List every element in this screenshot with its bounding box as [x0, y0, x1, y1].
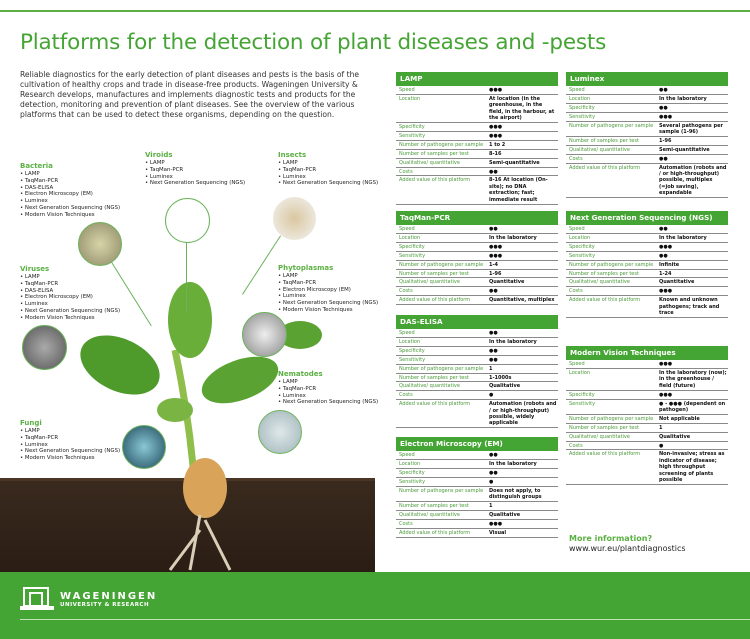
row-label: Location	[399, 234, 421, 241]
row-value: In the laboratory	[489, 460, 537, 467]
table-row	[396, 451, 558, 460]
row-value: 1 to 2	[489, 141, 506, 148]
row-value: ●●●	[489, 132, 503, 139]
row-value: 1	[489, 365, 493, 372]
row-value: 1	[659, 424, 663, 431]
group-list-item: • Luminex	[20, 301, 120, 308]
row-value: 8-16	[489, 150, 502, 157]
row-value: ●●●	[659, 288, 673, 295]
row-label: Speed	[399, 226, 415, 232]
row-label: Qualitative/ quantitative	[399, 383, 460, 390]
logo-sub: UNIVERSITY & RESEARCH	[60, 601, 150, 608]
table-row	[566, 137, 728, 146]
table-row	[566, 450, 728, 485]
row-value: Quantitative	[489, 279, 525, 286]
row-label: Sensitivity	[399, 356, 426, 363]
table-row	[396, 234, 558, 243]
row-label: Speed	[569, 361, 585, 367]
table-row	[566, 86, 728, 95]
group-list-item: • Electron Microscopy (EM)	[278, 287, 378, 294]
row-label: Added value of this platform	[569, 451, 641, 458]
group-list-item: • Modern Vision Techniques	[20, 212, 120, 219]
group-list-item: • Next Generation Sequencing (NGS)	[20, 448, 120, 455]
table-row	[566, 442, 728, 451]
table-row	[396, 141, 558, 150]
group-list-item: • TaqMan-PCR	[145, 167, 245, 174]
row-value: Visual	[489, 529, 507, 536]
row-label: Qualitative/ quantitative	[399, 511, 460, 518]
row-label: Sensitivity	[569, 252, 596, 259]
row-label: Location	[569, 95, 591, 102]
group-insects: Insects • LAMP • TaqMan-PCR • Luminex • Next Generation Sequencing (NGS)	[278, 151, 378, 187]
table-row	[566, 360, 728, 369]
row-label: Costs	[569, 288, 583, 295]
group-nematodes: Nematodes • LAMP • TaqMan-PCR • Luminex • Next Generation Sequencing (NGS)	[278, 370, 378, 406]
group-list-item: • Luminex	[278, 393, 378, 400]
row-label: Speed	[399, 330, 415, 336]
row-value: Qualitative	[659, 433, 691, 440]
group-fungi: Fungi • LAMP • TaqMan-PCR • Luminex • Next Generation Sequencing (NGS) • Modern Vision Techniques	[20, 419, 120, 462]
row-label: Specificity	[399, 124, 425, 131]
table-row	[566, 296, 728, 318]
row-value: In the laboratory (now); in the greenhouse / field (future)	[659, 369, 727, 389]
footer	[0, 572, 750, 639]
table-header: DAS-ELISA	[396, 315, 558, 329]
logo-icon	[20, 586, 54, 612]
group-list-item: • TaqMan-PCR	[278, 386, 378, 393]
table-row	[396, 296, 558, 305]
row-label: Qualitative/ quantitative	[399, 159, 460, 166]
row-label: Number of pathogens per sample	[569, 261, 654, 268]
row-label: Location	[399, 338, 421, 345]
table-row	[396, 374, 558, 383]
row-label: Number of samples per test	[399, 502, 469, 509]
table-row	[396, 356, 558, 365]
wur-logo	[20, 586, 157, 612]
row-value: Automation (robots and / or high-throughput) possible, multiplex (=job saving), expandable	[659, 164, 727, 197]
table-row	[566, 270, 728, 279]
table-row	[566, 146, 728, 155]
table-row	[396, 123, 558, 132]
table-row	[566, 234, 728, 243]
row-label: Specificity	[569, 243, 595, 250]
more-info	[569, 534, 686, 554]
row-label: Speed	[569, 226, 585, 232]
table-row	[396, 86, 558, 95]
row-value: ●●●	[489, 87, 503, 93]
row-label: Location	[399, 95, 421, 102]
fungi-image	[122, 425, 166, 469]
more-info-link[interactable]: www.wur.eu/plantdiagnostics	[569, 544, 686, 553]
row-label: Qualitative/ quantitative	[569, 279, 630, 286]
group-list-item: • Luminex	[145, 174, 245, 181]
row-label: Costs	[399, 288, 413, 295]
more-info-label: More information?	[569, 534, 653, 543]
table-header: Modern Vision Techniques	[566, 346, 728, 360]
row-label: Specificity	[569, 391, 595, 398]
row-value: Automation (robots and / or high-throughput) possible, widely applicable	[489, 401, 557, 427]
row-value: ●●●	[659, 391, 673, 398]
table-row	[396, 400, 558, 428]
row-value: ●	[659, 442, 664, 449]
row-label: Number of pathogens per sample	[399, 487, 484, 494]
group-list-item: • TaqMan-PCR	[20, 435, 120, 442]
group-list-item: • LAMP	[20, 274, 120, 281]
row-label: Added value of this platform	[569, 297, 641, 304]
table-row	[566, 104, 728, 113]
row-label: Number of pathogens per sample	[399, 141, 484, 148]
row-value: Qualitative	[489, 383, 521, 390]
table-row	[396, 270, 558, 279]
row-value: ●	[489, 392, 494, 399]
table-row	[566, 433, 728, 442]
table-row	[396, 529, 558, 538]
table-electron-microscopy	[396, 437, 558, 538]
connector-line	[186, 243, 187, 313]
group-list-item: • Modern Vision Techniques	[278, 307, 378, 314]
row-value: ●●●	[489, 520, 503, 527]
row-value: ●●	[489, 226, 498, 232]
table-row	[566, 400, 728, 415]
nematodes-image	[258, 410, 302, 454]
table-row	[396, 252, 558, 261]
group-list-item: • Next Generation Sequencing (NGS)	[20, 205, 120, 212]
row-value: ●●●	[659, 113, 673, 120]
viroids-image	[165, 198, 210, 243]
table-row	[396, 365, 558, 374]
group-list-item: • Modern Vision Techniques	[20, 315, 120, 322]
table-row	[396, 287, 558, 296]
row-value: 1	[489, 502, 493, 509]
row-label: Specificity	[569, 104, 595, 111]
row-value: ●●	[489, 288, 498, 295]
row-value: Several pathogens per sample (1-96)	[659, 122, 723, 136]
table-header: Next Generation Sequencing (NGS)	[566, 211, 728, 225]
row-label: Costs	[569, 155, 583, 162]
row-label: Added value of this platform	[569, 164, 641, 171]
row-label: Qualitative/ quantitative	[399, 279, 460, 286]
row-value: ●●●	[659, 243, 673, 250]
row-label: Number of samples per test	[399, 150, 469, 157]
row-value: ●●	[659, 87, 668, 93]
table-row	[396, 520, 558, 529]
row-label: Number of pathogens per sample	[399, 365, 484, 372]
table-row	[566, 415, 728, 424]
table-row	[566, 391, 728, 400]
row-value: In the laboratory	[659, 234, 707, 241]
group-list-item: • Next Generation Sequencing (NGS)	[278, 300, 378, 307]
group-list-item: • Next Generation Sequencing (NGS)	[278, 180, 378, 187]
row-value: ●●	[489, 469, 498, 476]
row-value: In the laboratory	[489, 234, 537, 241]
row-value: ●●	[659, 226, 668, 232]
row-value: Does not apply, to distinguish groups	[489, 487, 542, 501]
row-value: 1-1000s	[489, 374, 512, 381]
table-row	[396, 347, 558, 356]
table-taqman-pcr	[396, 211, 558, 305]
row-value: ●●●	[489, 124, 503, 131]
table-header: Luminex	[566, 72, 728, 86]
row-value: ●●	[489, 330, 498, 336]
row-value: ●●	[489, 347, 498, 354]
row-label: Sensitivity	[399, 132, 426, 139]
table-row	[396, 225, 558, 234]
table-row	[566, 278, 728, 287]
row-label: Added value of this platform	[399, 297, 471, 304]
row-value: ●●	[489, 168, 498, 175]
row-label: Costs	[399, 392, 413, 399]
row-value: In the laboratory	[659, 95, 707, 102]
row-value: 1-96	[659, 137, 672, 144]
row-label: Specificity	[399, 243, 425, 250]
table-ngs	[566, 211, 728, 318]
bacteria-image	[78, 222, 122, 266]
group-list-item: • Modern Vision Techniques	[20, 455, 120, 462]
group-list-item: • Luminex	[20, 442, 120, 449]
table-header: LAMP	[396, 72, 558, 86]
row-value: 1-96	[489, 270, 502, 277]
group-list-item: • DAS-ELISA	[20, 185, 120, 192]
group-list-item: • Luminex	[278, 174, 378, 181]
row-value: ●●	[659, 155, 668, 162]
row-value: Quantitative	[659, 279, 695, 286]
group-list-item: • TaqMan-PCR	[20, 178, 120, 185]
row-label: Location	[569, 234, 591, 241]
intro-text: Reliable diagnostics for the early detection of plant diseases and pests is the basis of the cultivation of healthy crops and trade in disease-free products. Wageningen University & Research develops, manufactures and implements diagnostic tests and products for the detection, monitoring and prevention of plant diseases. See the overview of the various platforms that can be used to detect these organisms, depending on the question.	[20, 70, 360, 119]
group-list-item: • Next Generation Sequencing (NGS)	[278, 399, 378, 406]
table-row	[566, 261, 728, 270]
row-value: ●	[489, 478, 494, 485]
row-value: 1-24	[659, 270, 672, 277]
top-rule	[0, 10, 750, 12]
row-label: Qualitative/ quantitative	[569, 146, 630, 153]
row-value: ●●	[489, 452, 498, 458]
row-label: Number of samples per test	[569, 270, 639, 277]
row-label: Speed	[399, 87, 415, 93]
group-list-item: • LAMP	[278, 379, 378, 386]
row-value: Known and unknown pathogens; track and trace	[659, 297, 720, 317]
group-list-item: • LAMP	[278, 160, 378, 167]
table-row	[396, 150, 558, 159]
table-row	[566, 252, 728, 261]
row-value: ● - ●●● (dependent on pathogen)	[659, 400, 726, 413]
row-value: 1-4	[489, 261, 499, 268]
group-list-item: • DAS-ELISA	[20, 288, 120, 295]
table-row	[566, 122, 728, 137]
group-list-item: • LAMP	[20, 428, 120, 435]
table-row	[396, 382, 558, 391]
footer-rule	[20, 619, 750, 620]
table-lamp	[396, 72, 558, 205]
row-label: Number of pathogens per sample	[569, 122, 654, 129]
table-row	[396, 338, 558, 347]
table-row	[396, 176, 558, 204]
table-luminex	[566, 72, 728, 198]
row-label: Number of samples per test	[399, 374, 469, 381]
row-label: Costs	[399, 168, 413, 175]
table-header: Electron Microscopy (EM)	[396, 437, 558, 451]
row-value: ●●	[659, 104, 668, 111]
row-value: ●●●	[489, 243, 503, 250]
page-title: Platforms for the detection of plant diseases and -pests	[20, 30, 607, 55]
table-row	[396, 478, 558, 487]
table-row	[396, 460, 558, 469]
group-bacteria: Bacteria • LAMP • TaqMan-PCR • DAS-ELISA • Electron Microscopy (EM) • Luminex • Next Generation Sequencing (NGS) • Modern Vision Techniques	[20, 162, 120, 219]
table-row	[396, 502, 558, 511]
row-value: Non-invasive; stress as indicator of disease; high throughput screening of plants possible	[659, 451, 725, 484]
row-label: Speed	[399, 452, 415, 458]
row-value: At location (in the greenhouse, in the field, in the harbour, at the airport)	[489, 95, 555, 122]
table-row	[396, 487, 558, 502]
table-row	[566, 225, 728, 234]
table-header: TaqMan-PCR	[396, 211, 558, 225]
row-label: Speed	[569, 87, 585, 93]
row-label: Location	[399, 460, 421, 467]
table-row	[566, 113, 728, 122]
group-list-item: • Electron Microscopy (EM)	[20, 191, 120, 198]
row-value: ●●●	[489, 252, 503, 259]
insects-image	[272, 196, 317, 241]
group-phytoplasmas: Phytoplasmas • LAMP • TaqMan-PCR • Electron Microscopy (EM) • Luminex • Next Generation Sequencing (NGS) • Modern Vision Techniques	[278, 264, 378, 314]
row-value: ●●	[659, 252, 668, 259]
viruses-image	[22, 325, 67, 370]
row-label: Added value of this platform	[399, 529, 471, 536]
row-value: ●●●	[659, 361, 673, 367]
table-row	[566, 369, 728, 391]
phytoplasmas-image	[242, 312, 287, 357]
table-row	[396, 469, 558, 478]
row-label: Specificity	[399, 469, 425, 476]
group-list-item: • TaqMan-PCR	[20, 281, 120, 288]
table-row	[396, 391, 558, 400]
row-value: ●●	[489, 356, 498, 363]
row-value: Not applicable	[659, 415, 700, 422]
row-label: Number of pathogens per sample	[569, 415, 654, 422]
row-value: Qualitative	[489, 511, 521, 518]
row-label: Sensitivity	[569, 113, 596, 120]
table-das-elisa	[396, 315, 558, 428]
row-label: Specificity	[399, 347, 425, 354]
group-list-item: • TaqMan-PCR	[278, 167, 378, 174]
row-label: Location	[569, 369, 591, 376]
table-row	[396, 132, 558, 141]
row-label: Costs	[569, 442, 583, 449]
row-value: Semi-quantitative	[489, 159, 540, 166]
table-modern-vision	[566, 346, 728, 485]
table-row	[396, 511, 558, 520]
table-row	[566, 424, 728, 433]
table-row	[396, 278, 558, 287]
row-value: Infinite	[659, 261, 680, 268]
group-viroids: Viroids • LAMP • TaqMan-PCR • Luminex • Next Generation Sequencing (NGS)	[145, 151, 245, 187]
table-row	[566, 155, 728, 164]
table-row	[396, 168, 558, 177]
row-label: Number of pathogens per sample	[399, 261, 484, 268]
row-label: Added value of this platform	[399, 177, 471, 184]
row-value: Semi-quantitative	[659, 146, 710, 153]
row-value: Quantitative, multiplex	[489, 297, 555, 304]
row-label: Qualitative/ quantitative	[569, 433, 630, 440]
table-row	[396, 95, 558, 123]
group-viruses: Viruses • LAMP • TaqMan-PCR • DAS-ELISA • Electron Microscopy (EM) • Luminex • Next Generation Sequencing (NGS) • Modern Vision Techniques	[20, 265, 120, 322]
row-label: Number of samples per test	[399, 270, 469, 277]
table-row	[396, 329, 558, 338]
row-label: Sensitivity	[399, 252, 426, 259]
table-row	[566, 243, 728, 252]
row-value: In the laboratory	[489, 338, 537, 345]
table-row	[396, 261, 558, 270]
group-list-item: • LAMP	[20, 171, 120, 178]
table-row	[396, 159, 558, 168]
group-list-item: • Next Generation Sequencing (NGS)	[20, 308, 120, 315]
group-list-item: • LAMP	[278, 273, 378, 280]
table-row	[566, 95, 728, 104]
table-row	[566, 287, 728, 296]
row-label: Sensitivity	[399, 478, 426, 485]
group-list-item: • Luminex	[20, 198, 120, 205]
group-list-item: • TaqMan-PCR	[278, 280, 378, 287]
group-list-item: • Next Generation Sequencing (NGS)	[145, 180, 245, 187]
table-row	[566, 164, 728, 199]
row-label: Number of samples per test	[569, 424, 639, 431]
row-label: Sensitivity	[569, 400, 596, 407]
row-label: Added value of this platform	[399, 401, 471, 408]
table-row	[396, 243, 558, 252]
group-list-item: • Luminex	[278, 293, 378, 300]
group-list-item: • Electron Microscopy (EM)	[20, 294, 120, 301]
group-list-item: • LAMP	[145, 160, 245, 167]
row-label: Costs	[399, 520, 413, 527]
row-label: Number of samples per test	[569, 137, 639, 144]
row-value: 8-16 At location (On-site); no DNA extraction; fast; immediate result	[489, 177, 548, 203]
logo-name: WAGENINGEN	[60, 590, 158, 602]
